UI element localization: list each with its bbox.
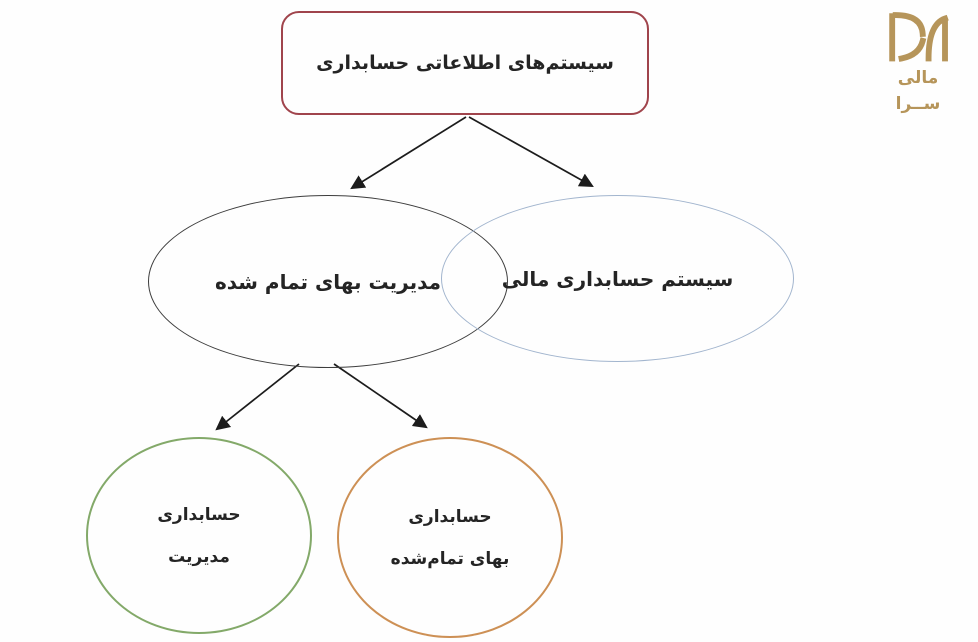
node-cost-accounting — [337, 437, 563, 638]
arrow-cost-management-to-cost-accounting — [334, 364, 426, 427]
arrow-root-to-financial — [469, 117, 592, 186]
malisara-logo — [870, 8, 966, 117]
node-financial-accounting-system-label: سیستم حسابداری مالی — [501, 266, 734, 291]
node-cost-accounting-label-line1: حسابداری — [408, 506, 492, 527]
node-accounting-information-systems-label: سیستم‌های اطلاعاتی حسابداری — [316, 52, 614, 74]
node-management-accounting — [86, 437, 312, 634]
logo-text-line1: مالی — [897, 68, 939, 88]
node-accounting-information-systems — [281, 11, 649, 115]
node-cost-accounting-label-line2: بهای تمام‌شده — [390, 548, 510, 569]
arrow-root-to-cost-management — [352, 117, 466, 188]
arrow-cost-management-to-management-accounting — [217, 364, 299, 429]
node-cost-management-label: مدیریت بهای تمام شده — [214, 269, 442, 294]
node-financial-accounting-system — [441, 195, 794, 362]
logo-text-line2: ســرا — [895, 93, 941, 114]
node-management-accounting-label-line2: مدیریت — [168, 546, 230, 567]
node-management-accounting-label-line1: حسابداری — [157, 504, 241, 525]
malisara-logo-mark-icon — [882, 8, 954, 62]
